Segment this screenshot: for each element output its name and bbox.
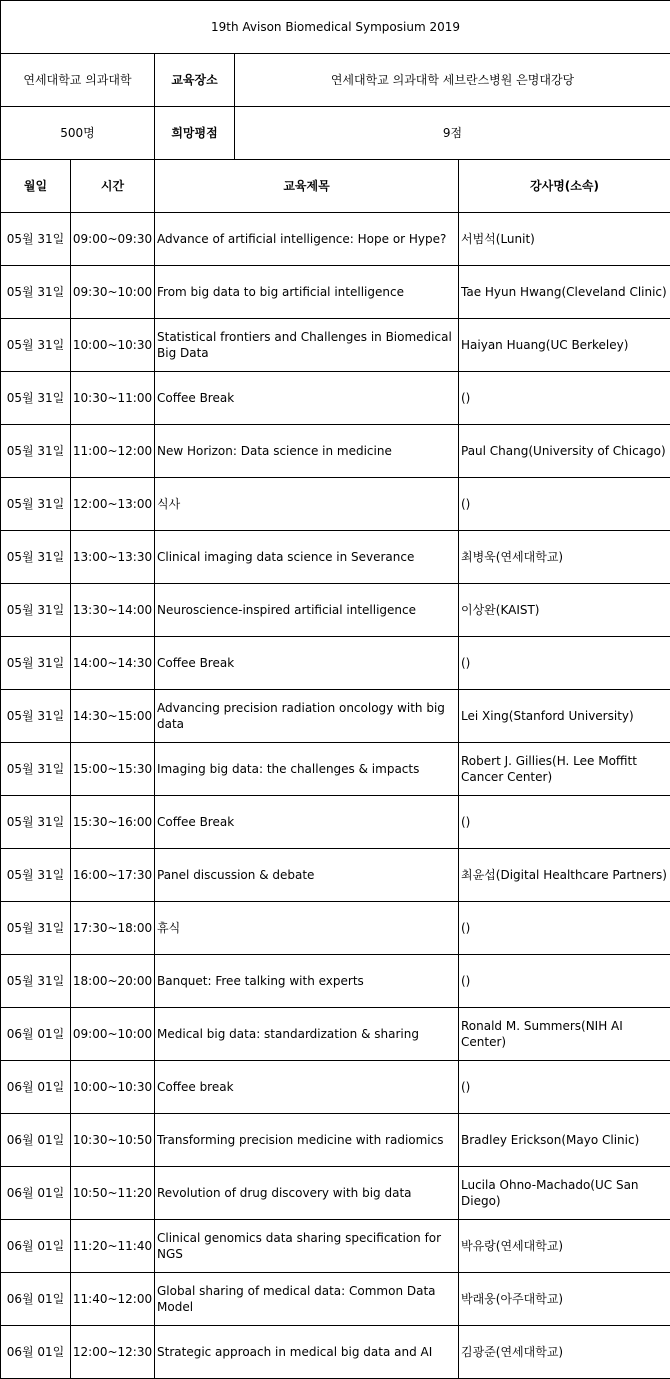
topic-cell: Revolution of drug discovery with big data: [155, 1167, 459, 1220]
header-date: 월일: [1, 160, 71, 213]
date-cell: 06월 01일: [1, 1273, 71, 1326]
date-cell: 05월 31일: [1, 266, 71, 319]
topic-cell: Panel discussion & debate: [155, 849, 459, 902]
speaker-cell: 박래웅(아주대학교): [459, 1273, 670, 1326]
organizer: 연세대학교 의과대학: [1, 54, 155, 107]
score: 9점: [235, 107, 670, 160]
date-cell: 06월 01일: [1, 1114, 71, 1167]
time-cell: 10:00~10:30: [71, 319, 155, 372]
table-row: [1, 1061, 670, 1114]
table-row: [1, 902, 670, 955]
speaker-cell: 서범석(Lunit): [459, 213, 670, 266]
time-cell: 14:30~15:00: [71, 690, 155, 743]
capacity: 500명: [1, 107, 155, 160]
time-cell: 10:30~10:50: [71, 1114, 155, 1167]
table-row: [1, 531, 670, 584]
topic-cell: From big data to big artificial intelligence: [155, 266, 459, 319]
time-cell: 09:30~10:00: [71, 266, 155, 319]
table-row: [1, 319, 670, 372]
speaker-cell: (): [459, 902, 670, 955]
table-row: [1, 372, 670, 425]
date-cell: 05월 31일: [1, 425, 71, 478]
table-row: [1, 743, 670, 796]
table-row: [1, 478, 670, 531]
topic-cell: Coffee break: [155, 1061, 459, 1114]
date-cell: 05월 31일: [1, 319, 71, 372]
table-row: [1, 1273, 670, 1326]
table-row: [1, 849, 670, 902]
time-cell: 15:30~16:00: [71, 796, 155, 849]
speaker-cell: Haiyan Huang(UC Berkeley): [459, 319, 670, 372]
date-cell: 06월 01일: [1, 1167, 71, 1220]
date-cell: 06월 01일: [1, 1220, 71, 1273]
date-cell: 05월 31일: [1, 478, 71, 531]
time-cell: 12:00~12:30: [71, 1326, 155, 1379]
topic-cell: Strategic approach in medical big data and AI: [155, 1326, 459, 1379]
speaker-cell: (): [459, 372, 670, 425]
date-cell: 05월 31일: [1, 849, 71, 902]
speaker-cell: Paul Chang(University of Chicago): [459, 425, 670, 478]
topic-cell: New Horizon: Data science in medicine: [155, 425, 459, 478]
table-row: [1, 1167, 670, 1220]
topic-cell: Statistical frontiers and Challenges in Biomedical Big Data: [155, 319, 459, 372]
topic-cell: Coffee Break: [155, 796, 459, 849]
header-topic: 교육제목: [155, 160, 459, 213]
speaker-cell: 최병욱(연세대학교): [459, 531, 670, 584]
time-cell: 10:50~11:20: [71, 1167, 155, 1220]
date-cell: 05월 31일: [1, 902, 71, 955]
topic-cell: Clinical imaging data science in Severance: [155, 531, 459, 584]
time-cell: 12:00~13:00: [71, 478, 155, 531]
date-cell: 05월 31일: [1, 743, 71, 796]
topic-cell: Global sharing of medical data: Common Data Model: [155, 1273, 459, 1326]
time-cell: 16:00~17:30: [71, 849, 155, 902]
speaker-cell: Bradley Erickson(Mayo Clinic): [459, 1114, 670, 1167]
topic-cell: Advancing precision radiation oncology with big data: [155, 690, 459, 743]
time-cell: 17:30~18:00: [71, 902, 155, 955]
speaker-cell: Robert J. Gillies(H. Lee Moffitt Cancer Center): [459, 743, 670, 796]
table-row: [1, 1114, 670, 1167]
header-speaker: 강사명(소속): [459, 160, 670, 213]
speaker-cell: (): [459, 1061, 670, 1114]
speaker-cell: (): [459, 637, 670, 690]
speaker-cell: (): [459, 796, 670, 849]
date-cell: 05월 31일: [1, 796, 71, 849]
table-row: [1, 425, 670, 478]
speaker-cell: 김광준(연세대학교): [459, 1326, 670, 1379]
date-cell: 05월 31일: [1, 531, 71, 584]
speaker-cell: (): [459, 478, 670, 531]
time-cell: 11:40~12:00: [71, 1273, 155, 1326]
speaker-cell: Tae Hyun Hwang(Cleveland Clinic): [459, 266, 670, 319]
table-row: [1, 584, 670, 637]
topic-cell: Imaging big data: the challenges & impacts: [155, 743, 459, 796]
speaker-cell: (): [459, 955, 670, 1008]
topic-cell: Banquet: Free talking with experts: [155, 955, 459, 1008]
venue: 연세대학교 의과대학 세브란스병원 은명대강당: [235, 54, 670, 107]
score-label: 희망평점: [155, 107, 235, 160]
date-cell: 06월 01일: [1, 1061, 71, 1114]
date-cell: 05월 31일: [1, 584, 71, 637]
time-cell: 15:00~15:30: [71, 743, 155, 796]
speaker-cell: Lei Xing(Stanford University): [459, 690, 670, 743]
time-cell: 18:00~20:00: [71, 955, 155, 1008]
topic-cell: Coffee Break: [155, 637, 459, 690]
time-cell: 11:20~11:40: [71, 1220, 155, 1273]
date-cell: 05월 31일: [1, 690, 71, 743]
date-cell: 06월 01일: [1, 1326, 71, 1379]
speaker-cell: Lucila Ohno-Machado(UC San Diego): [459, 1167, 670, 1220]
topic-cell: Neuroscience-inspired artificial intelligence: [155, 584, 459, 637]
date-cell: 05월 31일: [1, 955, 71, 1008]
topic-cell: Advance of artificial intelligence: Hope or Hype?: [155, 213, 459, 266]
time-cell: 13:30~14:00: [71, 584, 155, 637]
table-row: [1, 1326, 670, 1379]
table-row: [1, 266, 670, 319]
table-row: [1, 213, 670, 266]
date-cell: 05월 31일: [1, 213, 71, 266]
table-row: [1, 1008, 670, 1061]
table-row: [1, 637, 670, 690]
topic-cell: Transforming precision medicine with radiomics: [155, 1114, 459, 1167]
time-cell: 11:00~12:00: [71, 425, 155, 478]
header-time: 시간: [71, 160, 155, 213]
speaker-cell: 최윤섭(Digital Healthcare Partners): [459, 849, 670, 902]
venue-label: 교육장소: [155, 54, 235, 107]
table-row: [1, 1220, 670, 1273]
time-cell: 10:30~11:00: [71, 372, 155, 425]
table-row: [1, 955, 670, 1008]
date-cell: 06월 01일: [1, 1008, 71, 1061]
date-cell: 05월 31일: [1, 637, 71, 690]
table-row: [1, 796, 670, 849]
topic-cell: 휴식: [155, 902, 459, 955]
table-row: [1, 690, 670, 743]
speaker-cell: 이상완(KAIST): [459, 584, 670, 637]
topic-cell: Coffee Break: [155, 372, 459, 425]
topic-cell: Medical big data: standardization & sharing: [155, 1008, 459, 1061]
time-cell: 10:00~10:30: [71, 1061, 155, 1114]
time-cell: 13:00~13:30: [71, 531, 155, 584]
speaker-cell: 박유랑(연세대학교): [459, 1220, 670, 1273]
topic-cell: 식사: [155, 478, 459, 531]
page-title: 19th Avison Biomedical Symposium 2019: [1, 1, 670, 54]
time-cell: 14:00~14:30: [71, 637, 155, 690]
time-cell: 09:00~10:00: [71, 1008, 155, 1061]
time-cell: 09:00~09:30: [71, 213, 155, 266]
date-cell: 05월 31일: [1, 372, 71, 425]
topic-cell: Clinical genomics data sharing specification for NGS: [155, 1220, 459, 1273]
speaker-cell: Ronald M. Summers(NIH AI Center): [459, 1008, 670, 1061]
